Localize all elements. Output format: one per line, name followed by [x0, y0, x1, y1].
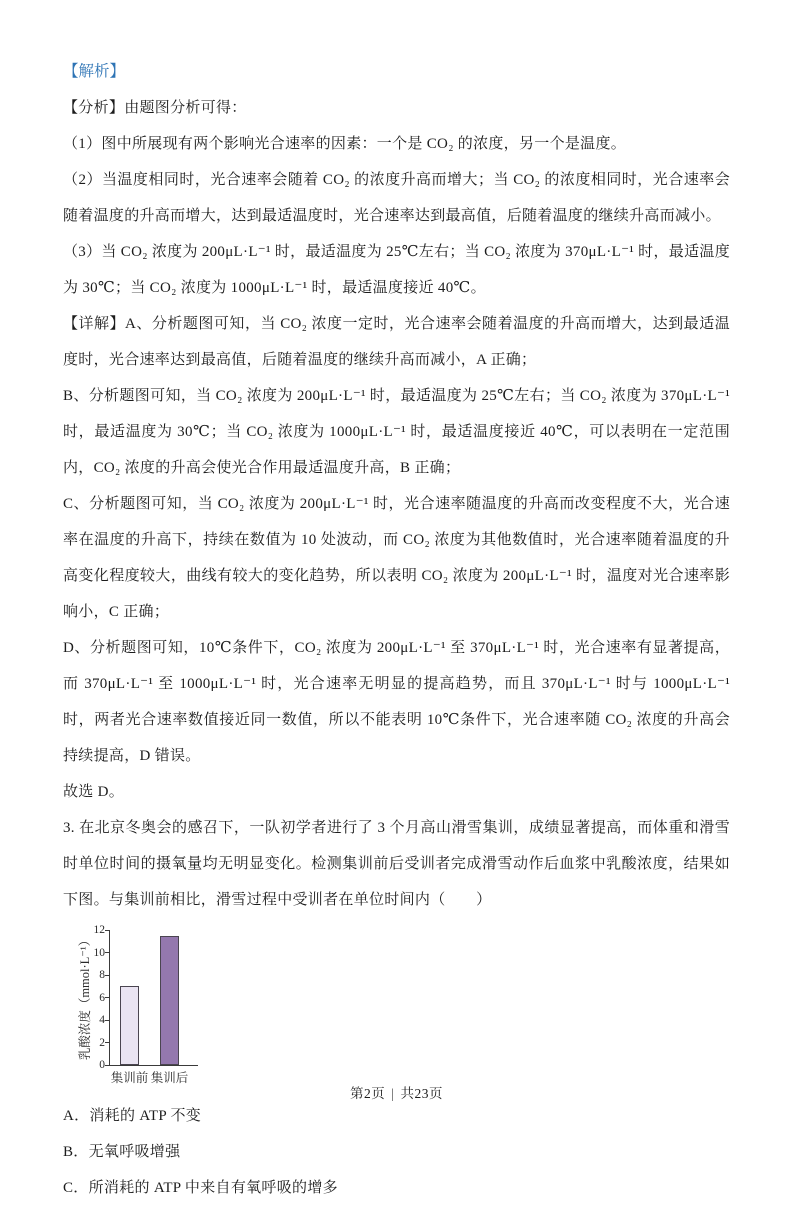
- bar-post-training: [160, 936, 179, 1065]
- question-3-option-b: B．无氧呼吸增强: [63, 1144, 181, 1160]
- y-axis: [109, 930, 110, 1065]
- question-3-option-c: C．所消耗的 ATP 中来自有氧呼吸的增多: [63, 1180, 338, 1196]
- detail-option-c-paragraph: C、分析题图可知，当 CO₂ 浓度为 200μL·L⁻¹ 时，光合速率随温度的升高而改变程度不大，光合速率在温度的升高下，持续在数值为 10 处波动，而 CO₂ 浓度为其他数值时，光合速率随着温度的升高变化程度较大，曲线有较大的变化趋势，所以表明 CO₂ 浓度为 200μL·L⁻¹ 时，温度对光合速率影响小，C 正确；: [63, 496, 730, 620]
- y-tick-mark: [105, 952, 109, 953]
- footer-separator: |: [391, 1086, 395, 1101]
- page-footer: [0, 1082, 793, 1102]
- y-tick-mark: [105, 997, 109, 998]
- y-tick-label: 6: [99, 991, 105, 1004]
- y-axis-title: 乳酸浓度（mmol·L⁻¹）: [78, 933, 92, 1061]
- analysis-point-3: （3）当 CO₂ 浓度为 200μL·L⁻¹ 时，最适温度为 25℃左右；当 CO₂ 浓度为 370μL·L⁻¹ 时，最适温度为 30℃；当 CO₂ 浓度为 1000μL·L⁻¹ 时，最适温度接近 40℃。: [63, 244, 730, 296]
- y-tick-label: 4: [99, 1014, 105, 1026]
- bar-pre-training: [120, 986, 139, 1065]
- answer-line: 故选 D。: [63, 784, 125, 800]
- page-content: [63, 54, 730, 1206]
- detail-option-d-paragraph: D、分析题图可知，10℃条件下，CO₂ 浓度为 200μL·L⁻¹ 至 370μL·L⁻¹ 时，光合速率有显著提高，而 370μL·L⁻¹ 至 1000μL·L⁻¹ 时，光合速率无明显的提高趋势，而且 370μL·L⁻¹ 时与 1000μL·L⁻¹ 时，两者光合速率数值接近同一数值，所以不能表明 10℃条件下，光合速率随 CO₂ 浓度的升高会持续提高，D 错误。: [63, 640, 730, 764]
- analysis-point-1: （1）图中所展现有两个影响光合速率的因素：一个是 CO₂ 的浓度，另一个是温度。: [63, 136, 627, 152]
- y-tick-mark: [105, 975, 109, 976]
- y-tick-label: 10: [93, 946, 105, 959]
- lactate-bar-chart: [71, 922, 231, 1092]
- footer-page-number: 第2页: [350, 1086, 386, 1101]
- y-tick-mark: [105, 1020, 109, 1021]
- y-tick-label: 0: [99, 1059, 105, 1071]
- detail-option-b-paragraph: B、分析题图可知，当 CO₂ 浓度为 200μL·L⁻¹ 时，最适温度为 25℃左右；当 CO₂ 浓度为 370μL·L⁻¹ 时，最适温度为 30℃；当 CO₂ 浓度为 1000μL·L⁻¹ 时，最适温度接近 40℃，可以表明在一定范围内，CO₂ 浓度的升高会使光合作用最适温度升高，B 正确；: [63, 388, 730, 476]
- y-tick-label: 2: [99, 1036, 105, 1049]
- y-tick-label: 12: [93, 924, 105, 936]
- x-tick-label: 集训前: [110, 1071, 149, 1085]
- y-tick-label: 8: [99, 969, 105, 981]
- y-tick-mark: [105, 1042, 109, 1043]
- footer-total-pages: 共23页: [400, 1086, 443, 1101]
- y-tick-mark: [105, 1065, 109, 1066]
- analysis-point-2: （2）当温度相同时，光合速率会随着 CO₂ 的浓度升高而增大；当 CO₂ 的浓度相同时，光合速率会随着温度的升高而增大，达到最适温度时，光合速率达到最高值，后随着温度的继续升高而减小。: [63, 172, 730, 224]
- section-heading-analysis: 【解析】: [63, 63, 126, 80]
- x-tick-label: 集训后: [150, 1071, 189, 1085]
- analysis-intro-paragraph: 【分析】由题图分析可得：: [63, 100, 247, 116]
- detail-option-a-paragraph: 【详解】A、分析题图可知，当 CO₂ 浓度一定时，光合速率会随着温度的升高而增大，达到最适温度时，光合速率达到最高值，后随着温度的继续升高而减小，A 正确；: [63, 316, 730, 368]
- y-tick-mark: [105, 930, 109, 931]
- x-axis: [109, 1065, 198, 1066]
- question-3-option-a: A．消耗的 ATP 不变: [63, 1108, 202, 1124]
- question-3-stem: 3. 在北京冬奥会的感召下，一队初学者进行了 3 个月高山滑雪集训，成绩显著提高，而体重和滑雪时单位时间的摄氧量均无明显变化。检测集训前后受训者完成滑雪动作后血浆中乳酸浓度，结果如下图。与集训前相比，滑雪过程中受训者在单位时间内（ ）: [63, 820, 730, 908]
